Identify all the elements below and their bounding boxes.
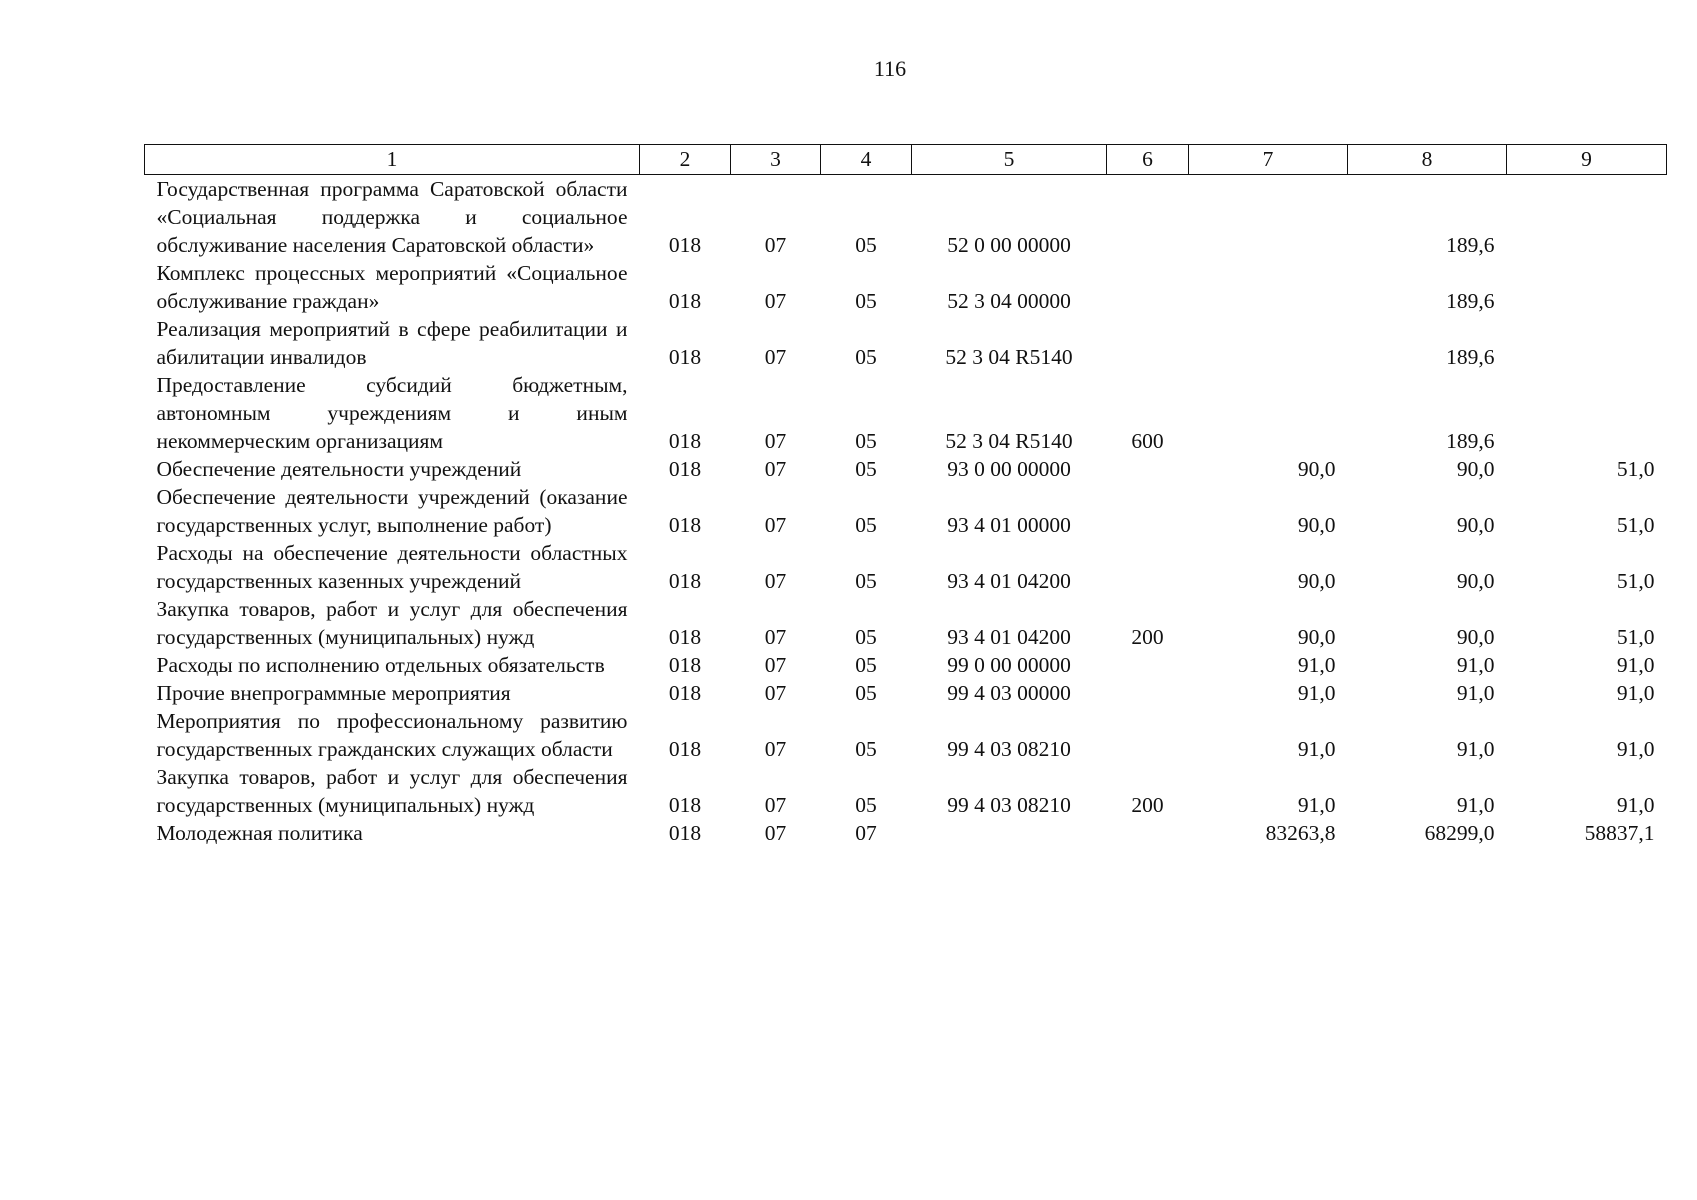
ministry-code: 018 — [668, 737, 702, 761]
amount-col-7: 91,0 — [1297, 793, 1336, 817]
expense-type-code — [1107, 539, 1189, 595]
row-name: Реализация мероприятий в сфере реабилитации и абилитации инвалидов — [156, 317, 628, 369]
row-name: Мероприятия по профессиональному развитию государственных гражданских служащих области — [156, 709, 628, 761]
amount-col-8: 91,0 — [1456, 653, 1495, 677]
subsection-code: 05 — [855, 653, 877, 677]
amount-col-8: 91,0 — [1456, 793, 1495, 817]
budget-table — [144, 144, 1667, 847]
amount-col-8: 90,0 — [1456, 457, 1495, 481]
ministry-code: 018 — [668, 429, 702, 453]
expense-type-code — [1107, 819, 1189, 847]
amount-col-8: 91,0 — [1456, 737, 1495, 761]
expense-type-code — [1107, 455, 1189, 483]
amount-col-8: 189,6 — [1446, 233, 1495, 257]
column-header: 1 — [145, 145, 640, 175]
ministry-code: 018 — [668, 513, 702, 537]
section-code: 07 — [764, 345, 787, 369]
ministry-code: 018 — [668, 625, 702, 649]
column-header: 6 — [1107, 145, 1189, 175]
target-article-code: 99 4 03 08210 — [947, 737, 1071, 761]
row-name: Комплекс процессных мероприятий «Социальное обслуживание граждан» — [156, 261, 628, 313]
row-name: Обеспечение деятельности учреждений — [156, 457, 522, 481]
amount-col-9 — [1507, 259, 1667, 315]
target-article-code: 93 0 00 00000 — [947, 457, 1071, 481]
subsection-code: 05 — [855, 289, 877, 313]
row-name: Закупка товаров, работ и услуг для обеспечения государственных (муниципальных) нужд — [156, 597, 628, 649]
amount-col-7: 90,0 — [1297, 625, 1336, 649]
amount-col-8: 90,0 — [1456, 625, 1495, 649]
amount-col-8: 90,0 — [1456, 513, 1495, 537]
amount-col-7: 83263,8 — [1265, 821, 1336, 845]
expense-type-code: 600 — [1131, 429, 1164, 453]
amount-col-9: 91,0 — [1616, 681, 1655, 705]
ministry-code: 018 — [668, 233, 702, 257]
expense-type-code — [1107, 707, 1189, 763]
row-name: Молодежная политика — [156, 821, 363, 845]
section-code: 07 — [764, 653, 787, 677]
expense-type-code — [1107, 259, 1189, 315]
section-code: 07 — [764, 625, 787, 649]
header-row — [145, 145, 1667, 175]
table-row — [145, 483, 1667, 539]
row-name: Предоставление субсидий бюджетным, автономным учреждениям и иным некоммерческим организациям — [156, 373, 628, 453]
amount-col-7: 91,0 — [1297, 653, 1336, 677]
subsection-code: 07 — [855, 821, 877, 845]
section-code: 07 — [764, 289, 787, 313]
subsection-code: 05 — [855, 429, 877, 453]
row-name: Прочие внепрограммные мероприятия — [156, 681, 511, 705]
ministry-code: 018 — [668, 653, 702, 677]
expense-type-code — [1107, 483, 1189, 539]
amount-col-9: 91,0 — [1616, 737, 1655, 761]
table-row — [145, 819, 1667, 847]
subsection-code: 05 — [855, 569, 877, 593]
table-row — [145, 595, 1667, 651]
table-row — [145, 763, 1667, 819]
expense-type-code — [1107, 679, 1189, 707]
table-row — [145, 315, 1667, 371]
expense-type-code — [1107, 651, 1189, 679]
section-code: 07 — [764, 513, 787, 537]
section-code: 07 — [764, 233, 787, 257]
subsection-code: 05 — [855, 345, 877, 369]
section-code: 07 — [764, 569, 787, 593]
column-header: 8 — [1348, 145, 1507, 175]
amount-col-9: 91,0 — [1616, 653, 1655, 677]
amount-col-7 — [1189, 315, 1348, 371]
expense-type-code — [1107, 175, 1189, 260]
table-row — [145, 259, 1667, 315]
amount-col-9 — [1507, 371, 1667, 455]
section-code: 07 — [764, 737, 787, 761]
amount-col-9: 51,0 — [1616, 457, 1655, 481]
row-name: Обеспечение деятельности учреждений (оказание государственных услуг, выполнение работ) — [156, 485, 628, 537]
target-article-code: 93 4 01 04200 — [947, 625, 1071, 649]
ministry-code: 018 — [668, 821, 702, 845]
row-name: Закупка товаров, работ и услуг для обеспечения государственных (муниципальных) нужд — [156, 765, 628, 817]
amount-col-9: 51,0 — [1616, 513, 1655, 537]
target-article-code: 52 3 04 00000 — [947, 289, 1071, 313]
amount-col-8: 68299,0 — [1424, 821, 1495, 845]
target-article-code: 52 3 04 R5140 — [945, 345, 1073, 369]
amount-col-9 — [1507, 175, 1667, 260]
section-code: 07 — [764, 821, 787, 845]
expense-type-code — [1107, 315, 1189, 371]
target-article-code — [912, 819, 1107, 847]
section-code: 07 — [764, 681, 787, 705]
table-row — [145, 455, 1667, 483]
table-row — [145, 175, 1667, 260]
amount-col-7 — [1189, 175, 1348, 260]
subsection-code: 05 — [855, 737, 877, 761]
amount-col-8: 189,6 — [1446, 289, 1495, 313]
target-article-code: 52 0 00 00000 — [947, 233, 1071, 257]
table-row — [145, 539, 1667, 595]
amount-col-7 — [1189, 259, 1348, 315]
column-header: 7 — [1189, 145, 1348, 175]
amount-col-8: 189,6 — [1446, 429, 1495, 453]
column-header: 2 — [640, 145, 731, 175]
table-row — [145, 371, 1667, 455]
column-header: 4 — [821, 145, 912, 175]
expense-type-code: 200 — [1131, 625, 1164, 649]
column-header: 9 — [1507, 145, 1667, 175]
target-article-code: 93 4 01 00000 — [947, 513, 1071, 537]
target-article-code: 99 4 03 00000 — [947, 681, 1071, 705]
ministry-code: 018 — [668, 793, 702, 817]
page-number: 116 — [873, 56, 907, 81]
table-row — [145, 651, 1667, 679]
amount-col-7 — [1189, 371, 1348, 455]
subsection-code: 05 — [855, 233, 877, 257]
amount-col-9: 51,0 — [1616, 625, 1655, 649]
row-name: Государственная программа Саратовской области «Социальная поддержка и социальное обслуживание населения Саратовской области» — [156, 177, 628, 257]
amount-col-9 — [1507, 315, 1667, 371]
amount-col-7: 90,0 — [1297, 513, 1336, 537]
subsection-code: 05 — [855, 681, 877, 705]
amount-col-8: 91,0 — [1456, 681, 1495, 705]
ministry-code: 018 — [668, 681, 702, 705]
amount-col-9: 51,0 — [1616, 569, 1655, 593]
target-article-code: 93 4 01 04200 — [947, 569, 1071, 593]
ministry-code: 018 — [668, 289, 702, 313]
amount-col-7: 90,0 — [1297, 457, 1336, 481]
expense-type-code: 200 — [1131, 793, 1164, 817]
amount-col-7: 91,0 — [1297, 681, 1336, 705]
target-article-code: 99 4 03 08210 — [947, 793, 1071, 817]
target-article-code: 52 3 04 R5140 — [945, 429, 1073, 453]
ministry-code: 018 — [668, 569, 702, 593]
table-row — [145, 679, 1667, 707]
amount-col-8: 189,6 — [1446, 345, 1495, 369]
ministry-code: 018 — [668, 457, 702, 481]
section-code: 07 — [764, 457, 787, 481]
subsection-code: 05 — [855, 625, 877, 649]
table-row — [145, 707, 1667, 763]
amount-col-9: 91,0 — [1616, 793, 1655, 817]
subsection-code: 05 — [855, 513, 877, 537]
amount-col-9: 58837,1 — [1584, 821, 1655, 845]
column-header: 3 — [731, 145, 821, 175]
subsection-code: 05 — [855, 457, 877, 481]
amount-col-8: 90,0 — [1456, 569, 1495, 593]
section-code: 07 — [764, 793, 787, 817]
subsection-code: 05 — [855, 793, 877, 817]
amount-col-7: 90,0 — [1297, 569, 1336, 593]
ministry-code: 018 — [668, 345, 702, 369]
section-code: 07 — [764, 429, 787, 453]
target-article-code: 99 0 00 00000 — [947, 653, 1071, 677]
column-header: 5 — [912, 145, 1107, 175]
row-name: Расходы по исполнению отдельных обязательств — [156, 653, 605, 677]
row-name: Расходы на обеспечение деятельности областных государственных казенных учреждений — [156, 541, 628, 593]
amount-col-7: 91,0 — [1297, 737, 1336, 761]
